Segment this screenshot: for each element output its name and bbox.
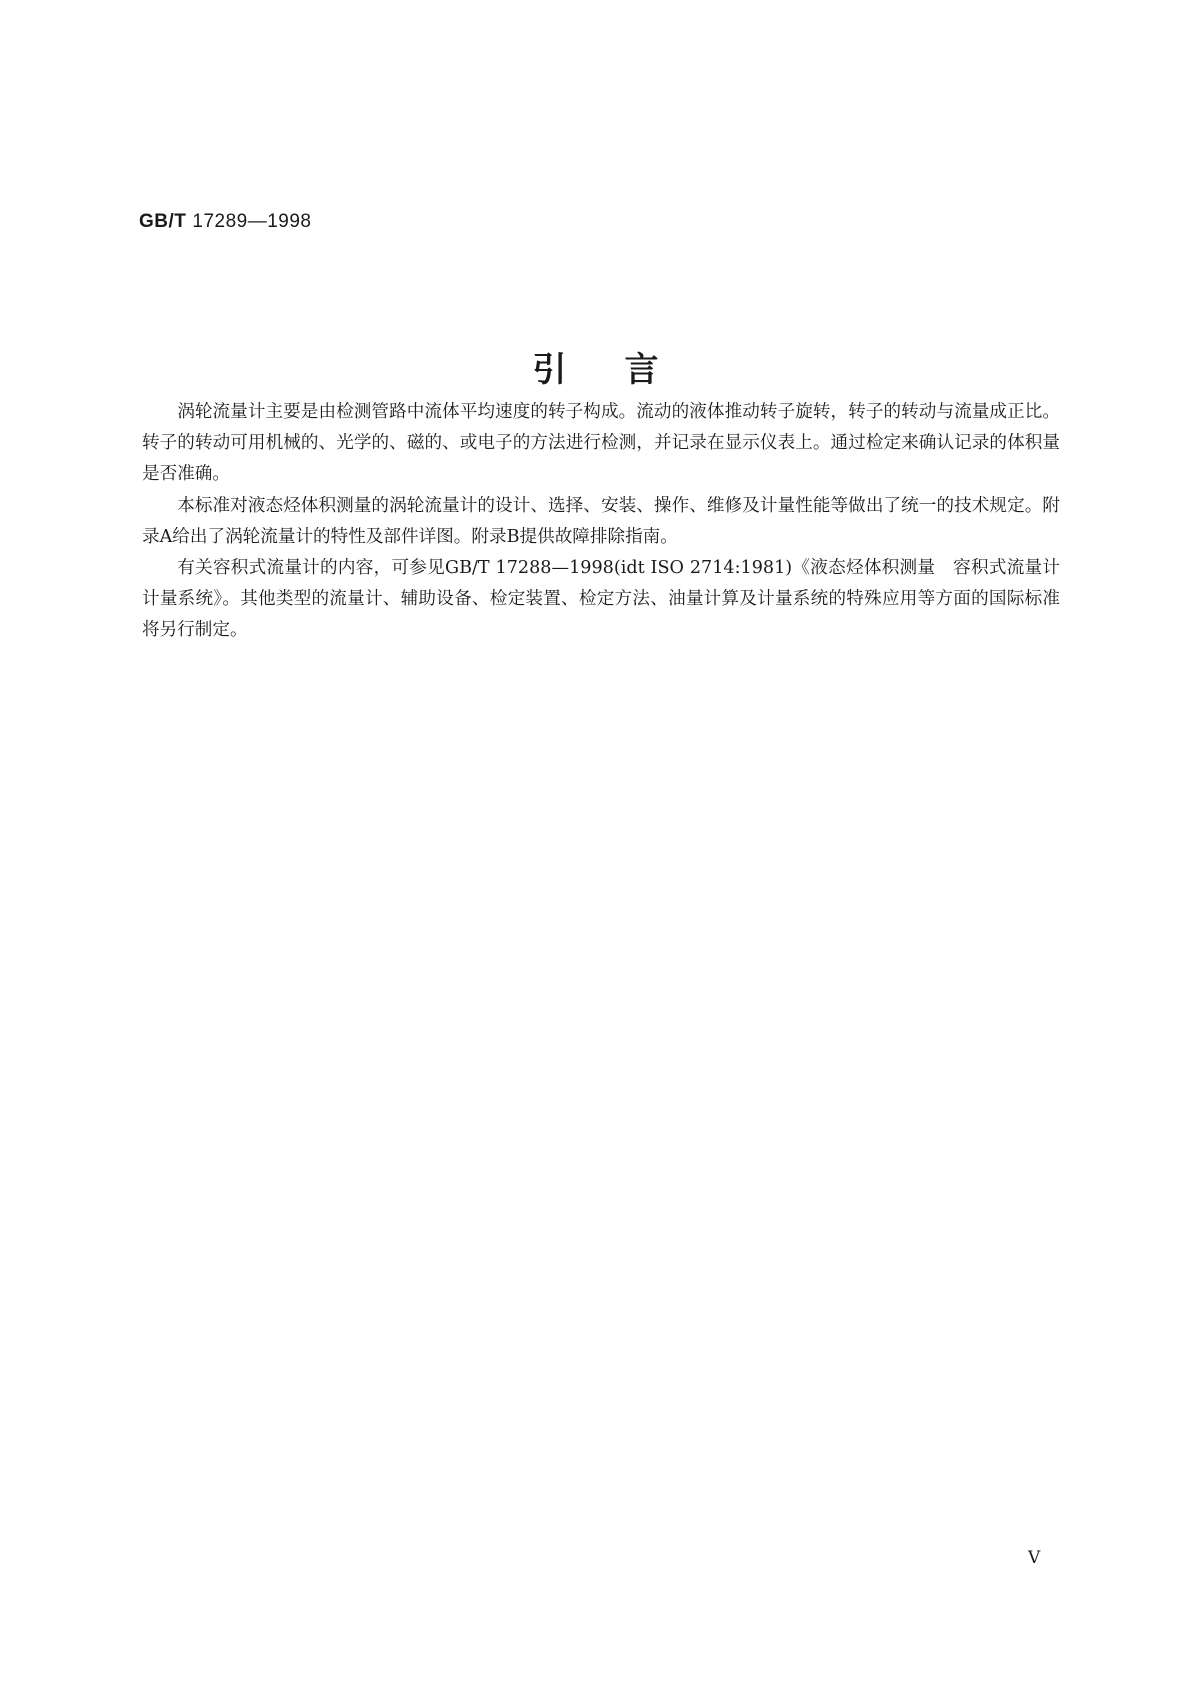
paragraph: 有关容积式流量计的内容，可参见GB/T 17288—1998(idt ISO 2714:1981)《液态烃体积测量 容积式流量计计量系统》。其他类型的流量计、辅助设备、检定装置、检定方法、油量计算及计量系统的特殊应用等方面的国际标准将另行制定。 [142, 558, 1060, 641]
paragraph: 本标准对液态烃体积测量的涡轮流量计的设计、选择、安装、操作、维修及计量性能等做出了统一的技术规定。附录A给出了涡轮流量计的特性及部件详图。附录B提供故障排除指南。 [142, 495, 1060, 547]
page-number: V [1028, 1548, 1041, 1568]
body-text [142, 397, 1060, 647]
standard-code [139, 210, 312, 233]
standard-prefix: GB/T [139, 211, 187, 232]
standard-number: 17289—1998 [192, 211, 312, 232]
paragraph: 涡轮流量计主要是由检测管路中流体平均速度的转子构成。流动的液体推动转子旋转，转子的转动与流量成正比。转子的转动可用机械的、光学的、磁的、或电子的方法进行检测，并记录在显示仪表上。通过检定来确认记录的体积量是否准确。 [142, 402, 1060, 485]
page-title: 引言 [532, 349, 717, 390]
